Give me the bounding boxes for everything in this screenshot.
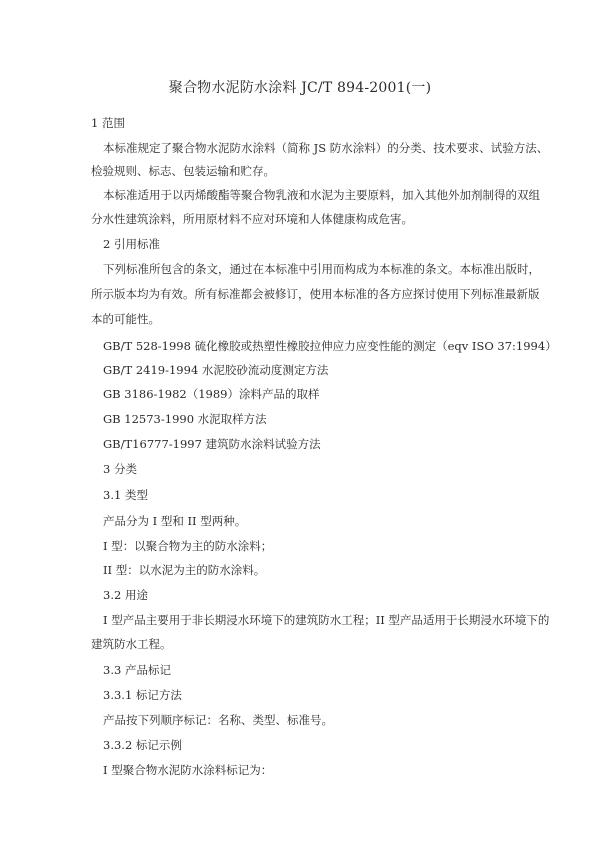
paragraph-line: II 型：以水泥为主的防水涂料。 <box>103 563 266 577</box>
subsection-heading: 3.2 用途 <box>103 588 148 602</box>
paragraph-line: 本标准适用于以丙烯酸酯等聚合物乳液和水泥为主要原料，加入其他外加剂制得的双组 <box>103 188 540 202</box>
reference-item: GB/T 528-1998 硫化橡胶或热塑性橡胶拉伸应力应变性能的测定（eqv ISO 37:1994） <box>103 339 557 353</box>
paragraph-line: 所示版本均为有效。所有标准都会被修订，使用本标准的各方应探讨使用下列标准最新版 <box>91 287 540 301</box>
section-heading-scope: 1 范围 <box>91 116 125 130</box>
paragraph-line: 产品按下列顺序标记：名称、类型、标准号。 <box>103 713 333 727</box>
subsection-heading: 3.1 类型 <box>103 488 148 502</box>
paragraph-line: 建筑防水工程。 <box>91 637 172 651</box>
paragraph-line: 本标准规定了聚合物水泥防水涂料（简称 JS 防水涂料）的分类、技术要求、试验方法、 <box>103 141 549 155</box>
reference-item: GB/T 2419-1994 水泥胶砂流动度测定方法 <box>103 363 329 377</box>
subsection-heading: 3.3.1 标记方法 <box>103 688 182 702</box>
paragraph-line: 产品分为 I 型和 II 型两种。 <box>103 514 247 528</box>
paragraph-line: I 型产品主要用于非长期浸水环境下的建筑防水工程；II 型产品适用于长期浸水环境下的 <box>103 613 550 627</box>
reference-item: GB 12573-1990 水泥取样方法 <box>103 412 267 426</box>
subsection-heading: 3.3 产品标记 <box>103 663 171 677</box>
paragraph-line: 下列标准所包含的条文，通过在本标准中引用而构成为本标准的条文。本标准出版时， <box>103 262 540 276</box>
paragraph-line: 检验规则、标志、包装运输和贮存。 <box>91 164 275 178</box>
section-heading-references: 2 引用标准 <box>103 237 160 251</box>
subsection-heading: 3.3.2 标记示例 <box>103 738 182 752</box>
section-heading-classification: 3 分类 <box>103 462 137 476</box>
reference-item: GB 3186-1982（1989）涂料产品的取样 <box>103 387 320 401</box>
paragraph-line: 本的可能性。 <box>91 312 160 326</box>
paragraph-line: I 型：以聚合物为主的防水涂料； <box>103 539 273 553</box>
paragraph-line: I 型聚合物水泥防水涂料标记为： <box>103 763 273 777</box>
reference-item: GB/T16777-1997 建筑防水涂料试验方法 <box>103 437 321 451</box>
paragraph-line: 分水性建筑涂料，所用原材料不应对环境和人体健康构成危害。 <box>91 212 413 226</box>
document-title: 聚合物水泥防水涂料 JC/T 894-2001(一) <box>168 80 432 96</box>
